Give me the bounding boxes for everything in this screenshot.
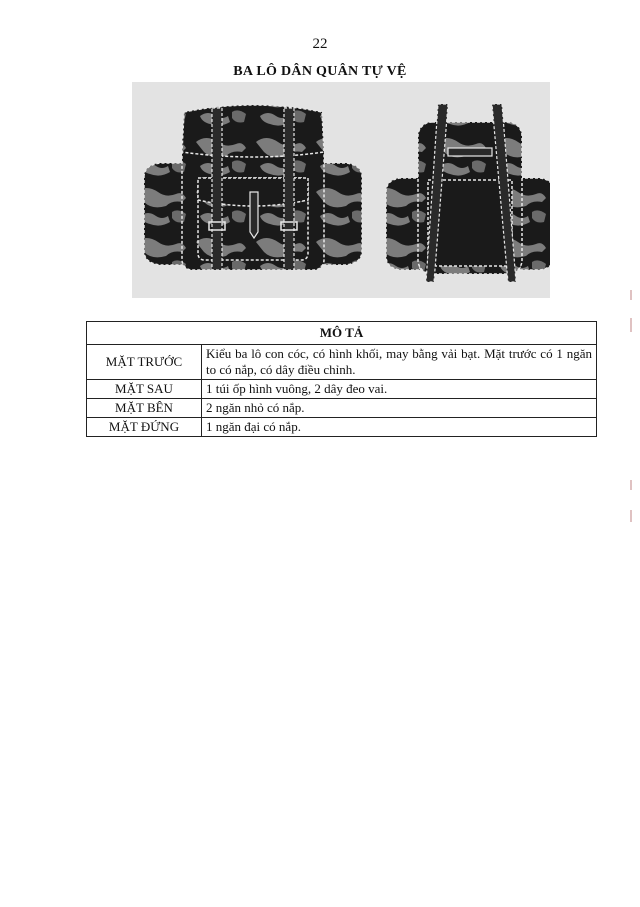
table-row: [87, 345, 597, 380]
row-label: MẶT BÊN: [87, 399, 202, 418]
description-table: [86, 321, 597, 437]
table-row: [87, 380, 597, 399]
row-label: MẶT ĐỨNG: [87, 418, 202, 437]
back-top-handle: [448, 148, 492, 156]
front-strap-right: [284, 108, 294, 270]
table-header-row: [87, 322, 597, 345]
back-right-side: [520, 178, 550, 270]
back-left-side: [386, 178, 420, 270]
scan-mark: [630, 290, 632, 300]
table-row: [87, 418, 597, 437]
document-title: BA LÔ DÂN QUÂN TỰ VỆ: [233, 64, 407, 79]
backpack-back-view: [386, 104, 550, 282]
front-center-tab: [250, 192, 258, 238]
scan-mark: [630, 510, 632, 522]
row-description: 1 túi ốp hình vuông, 2 dây đeo vai.: [202, 380, 597, 399]
row-label: MẶT TRƯỚC: [87, 345, 202, 380]
backpack-front-view: [144, 105, 362, 270]
scan-mark: [630, 318, 632, 332]
front-strap-left: [212, 108, 222, 270]
table-header: MÔ TẢ: [87, 322, 597, 345]
right-side-pocket: [322, 163, 362, 265]
left-side-pocket: [144, 163, 184, 265]
scan-mark: [630, 480, 632, 490]
table-row: [87, 399, 597, 418]
page-number: 22: [312, 36, 328, 52]
row-label: MẶT SAU: [87, 380, 202, 399]
row-description: 2 ngăn nhỏ có nắp.: [202, 399, 597, 418]
front-top-flap: [182, 105, 324, 157]
backpack-illustration: [132, 82, 550, 298]
row-description: Kiểu ba lô con cóc, có hình khối, may bằng vải bạt. Mặt trước có 1 ngăn to có nắp, có dây điều chỉnh.: [202, 345, 597, 380]
row-description: 1 ngăn đại có nắp.: [202, 418, 597, 437]
backpack-drawing: [132, 82, 550, 298]
